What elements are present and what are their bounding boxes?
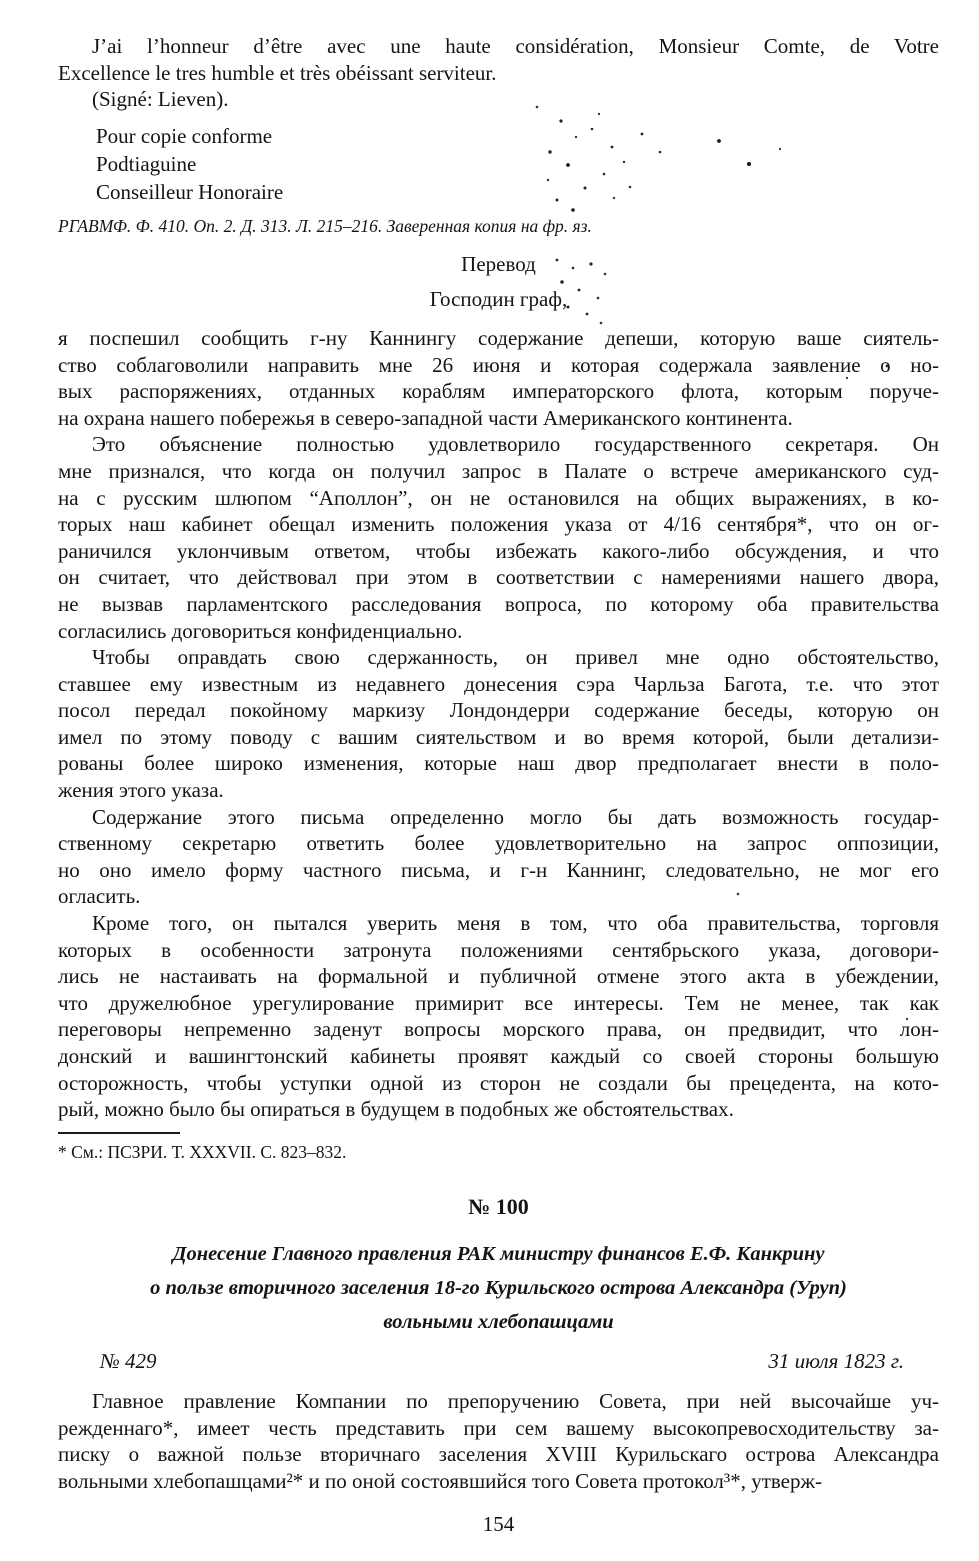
document-body-paragraph <box>58 1388 939 1494</box>
text-line: режденнаго*, имеет честь представить при сем вашему высокопревосходительству за- <box>58 1415 939 1440</box>
text-line: торых наш кабинет обещал изменить положения указа от 4/16 сентября*, что он ог- <box>58 512 939 537</box>
text-line: Чтобы оправдать свою сдержанность, он привел мне одно обстоятельство, <box>92 645 939 670</box>
text-line: вольными хлебопашцами²* и по оной состоявшийся того Совета протокол³*, утверж- <box>58 1468 822 1493</box>
document-number: № 429 <box>100 1349 157 1374</box>
text-line: Главное правление Компании по препоручению Совета, при ней высочайше уч- <box>92 1388 939 1413</box>
translation-heading: Перевод <box>461 251 536 276</box>
text-line: посол передал покойному маркизу Лондондерри содержание беседы, которую он <box>58 698 939 723</box>
text-line: имел по этому поводу с вашим сиятельством и во время которой, были детализи- <box>58 724 939 749</box>
document-title <box>58 1237 939 1339</box>
text-line: донский и вашингтонский кабинеты проявят каждый со своей стороны большую <box>58 1044 939 1068</box>
text-line: огласить. <box>58 884 141 909</box>
archive-reference: РГАВМФ. Ф. 410. Оп. 2. Д. 313. Л. 215–216. Заверенная копия на фр. яз. <box>58 215 592 236</box>
text-line: ственному секретарю ответить более удовлетворительно на запрос оппозиции, <box>58 831 939 856</box>
text-line: вых распоряжениях, отданных кораблям императорского флота, которым поруче- <box>58 379 939 404</box>
translation-paragraph-1 <box>58 325 939 431</box>
signature-line: (Signé: Lieven). <box>92 87 229 112</box>
text-line: писку о важной пользе вторичнаго заселения XVIII Курильскаго острова Александра <box>58 1442 939 1467</box>
page-number: 154 <box>482 1512 515 1537</box>
document-meta-row <box>58 1348 939 1375</box>
text-line: осторожность, чтобы уступки одной из сторон не создали бы прецедента, на кото- <box>58 1070 939 1095</box>
text-line: раничился уклончивым ответом, чтобы избежать какого-либо обсуждения, и что <box>58 538 939 563</box>
translation-paragraph-4 <box>58 804 939 910</box>
text-line: он считает, что действовал при этом в соответствии с намерениями нашего двора, <box>58 565 939 590</box>
scan-speckles-decoration <box>0 0 2 2</box>
text-line: о пользе вторичного заселения 18-го Курильского острова Александра (Уруп) <box>150 1277 847 1300</box>
footnote-rule <box>58 1132 180 1134</box>
translation-paragraph-2 <box>58 431 939 644</box>
document-number-heading: № 100 <box>468 1193 529 1219</box>
text-line: ставшее ему известным из недавнего донесения сэра Чарльза Багота, т.е. что этот <box>58 671 939 696</box>
text-line: Excellence le tres humble et très obéissant serviteur. <box>58 60 497 85</box>
text-line: Это объяснение полностью удовлетворило государственного секретаря. Он <box>92 432 939 457</box>
french-closing-paragraph <box>58 33 939 86</box>
text-line: не вызвав парламентского расследования вопроса, по которому оба правительства <box>58 591 939 616</box>
text-line: Содержание этого письма определенно могло бы дать возможность государ- <box>92 804 939 829</box>
document-date: 31 июля 1823 г. <box>768 1349 904 1374</box>
text-line: вольными хлебопашцами <box>383 1311 614 1334</box>
translation-paragraph-5 <box>58 910 939 1123</box>
certification-block <box>58 122 939 206</box>
text-line: жения этого указа. <box>58 778 224 803</box>
text-line: J’ai l’honneur d’être avec une haute considération, Monsieur Comte, de Votre <box>92 34 939 58</box>
text-line: Донесение Главного правления РАК министру финансов Е.Ф. Канкрину <box>172 1243 825 1266</box>
text-line: но оно имело форму частного письма, и г-н Каннинг, следовательно, не мог его <box>58 857 939 882</box>
text-line: переговоры непременно заденут вопросы морского права, он предвидит, что лон- <box>58 1017 939 1042</box>
text-line: Conseilleur Honoraire <box>96 179 284 204</box>
text-line: что дружелюбное урегулирование примирит все интересы. Тем не менее, так как <box>58 990 939 1015</box>
text-line: Pour copie conforme <box>96 123 273 148</box>
text-line: мне признался, что когда он получил запрос в Палате о встрече американского суд- <box>58 458 939 483</box>
text-column <box>58 0 939 1538</box>
text-line: на охрана нашего побережья в северо-западной части Американского континента. <box>58 405 793 430</box>
text-line: которых в особенности затронута положениями сентябрьского указа, договори- <box>58 937 939 962</box>
text-line: я поспешил сообщить г-ну Каннингу содержание депеши, которую ваше сиятель- <box>58 325 939 350</box>
translation-paragraph-3 <box>58 644 939 804</box>
text-line: лись не настаивать на формальной и публичной отмене этого акта в убеждении, <box>58 964 939 989</box>
text-line: согласились договориться конфиденциально. <box>58 618 463 643</box>
footnote: * См.: ПСЗРИ. Т. XXXVII. С. 823–832. <box>58 1141 347 1162</box>
text-line: рованы более широко изменения, которые наш двор предполагает внести в поло- <box>58 751 939 776</box>
text-line: на с русским шлюпом “Аполлон”, он не остановился на общих выражениях, в ко- <box>58 485 939 510</box>
text-line: ство соблаговолили направить мне 26 июня и которая содержала заявление о но- <box>58 352 939 377</box>
text-line: Podtiaguine <box>96 151 197 176</box>
text-line: Кроме того, он пытался уверить меня в том, что оба правительства, торговля <box>92 911 939 936</box>
text-line: рый, можно было бы опираться в будущем в подобных же обстоятельствах. <box>58 1097 734 1122</box>
salutation: Господин граф, <box>429 287 568 312</box>
